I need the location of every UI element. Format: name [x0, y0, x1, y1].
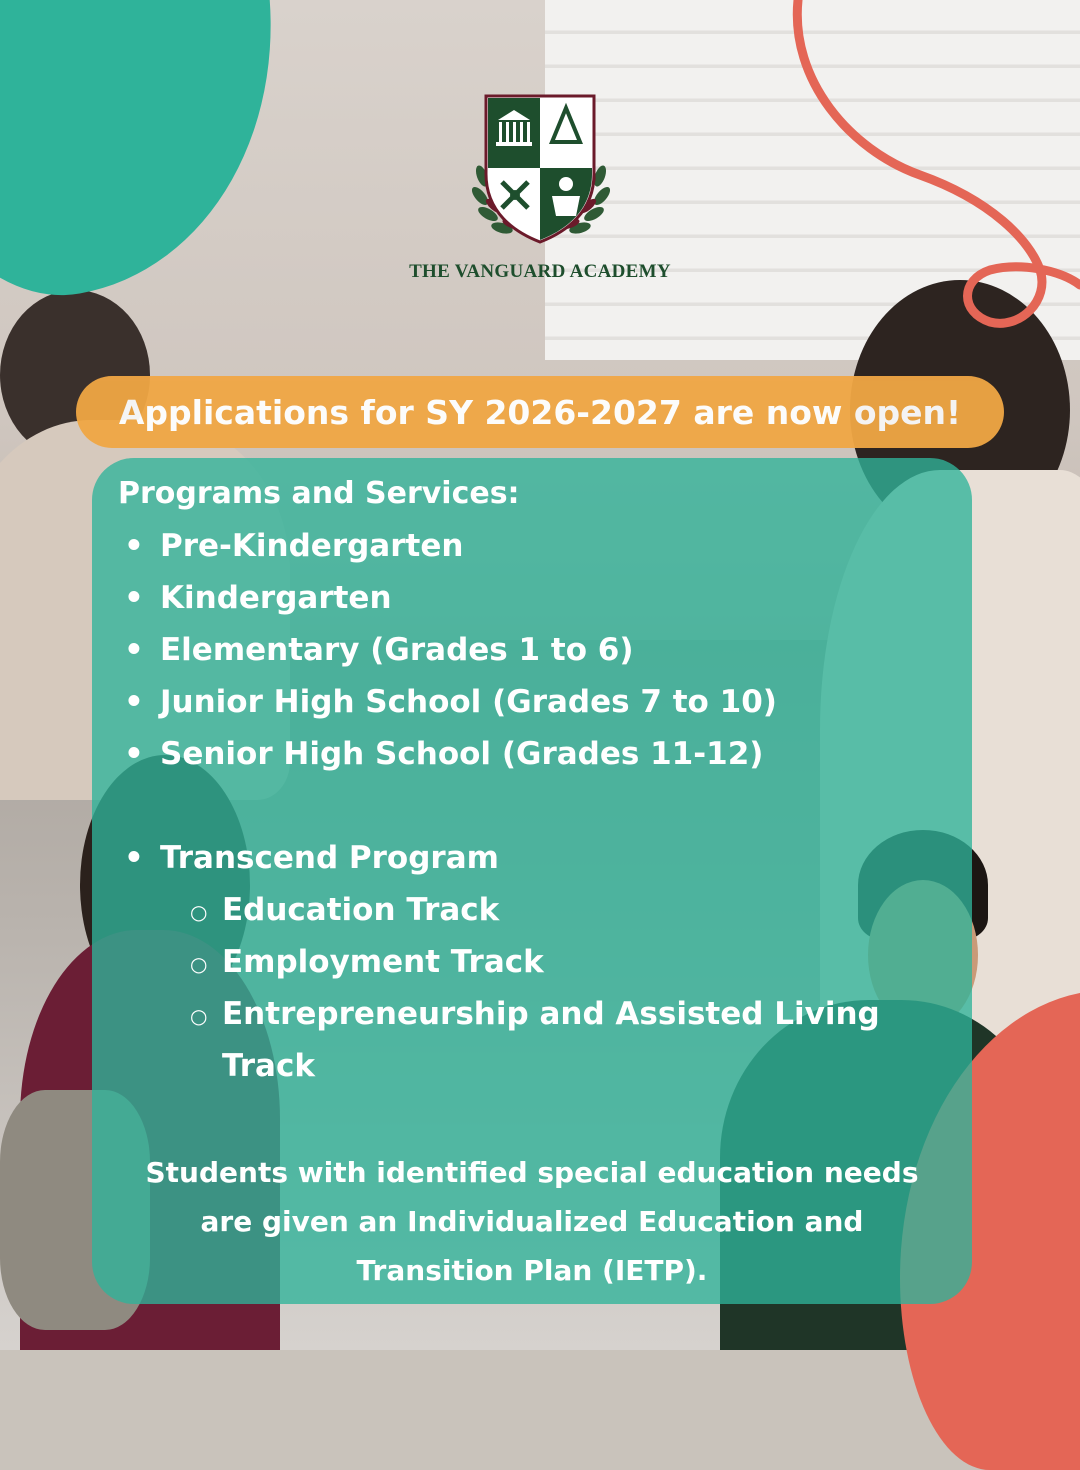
program-item: • Kindergarten [124, 580, 392, 616]
transcend-program-item: • Transcend Program [124, 840, 499, 876]
track-item: ○ Entrepreneurship and Assisted Living [190, 996, 880, 1032]
ietp-note-line: are given an Individualized Education and [200, 1205, 864, 1238]
bullet-disc-icon: • [124, 632, 144, 668]
bullet-disc-icon: • [124, 528, 144, 564]
coral-swirl-decoration [780, 0, 1080, 340]
ietp-note-line: Students with identified special education needs [145, 1156, 919, 1189]
bullet-circle-icon: ○ [190, 1003, 208, 1028]
programs-title: Programs and Services: [118, 476, 520, 511]
track-item: ○ Education Track [190, 892, 500, 928]
banner-text: Applications for SY 2026-2027 are now open! [118, 392, 962, 432]
bullet-circle-icon: ○ [190, 899, 208, 924]
ietp-note-line: Transition Plan (IETP). [356, 1254, 708, 1287]
crest-logo-icon [466, 92, 616, 252]
program-item: • Senior High School (Grades 11-12) [124, 736, 764, 772]
track-item-continuation: Track [222, 1048, 315, 1084]
program-item: • Pre-Kindergarten [124, 528, 464, 564]
program-item: • Elementary (Grades 1 to 6) [124, 632, 634, 668]
bullet-disc-icon: • [124, 840, 144, 876]
bullet-circle-icon: ○ [190, 951, 208, 976]
applications-banner [76, 376, 1004, 448]
brand-name: THE VANGUARD ACADEMY [409, 261, 671, 282]
ietp-note [92, 1148, 972, 1295]
bullet-disc-icon: • [124, 684, 144, 720]
bullet-disc-icon: • [124, 736, 144, 772]
program-item: • Junior High School (Grades 7 to 10) [124, 684, 777, 720]
track-item: ○ Employment Track [190, 944, 544, 980]
bullet-disc-icon: • [124, 580, 144, 616]
